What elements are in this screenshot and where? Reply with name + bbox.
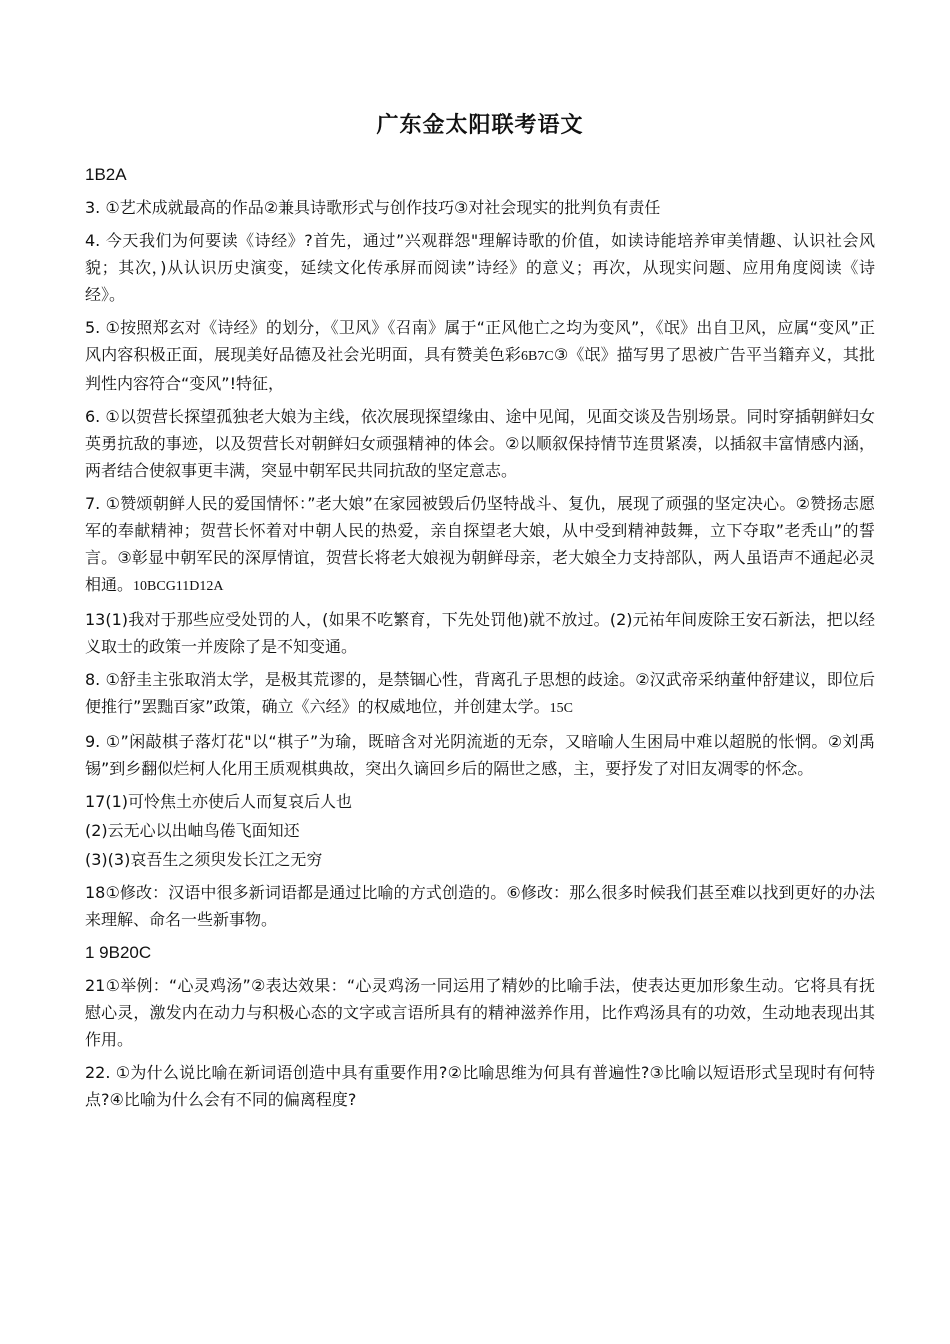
answer-line-1-2: 1B2A	[85, 165, 127, 184]
answer-line-13: 13(1)我对于那些应受处罚的人，(如果不吃繁育，下先处罚他)就不放过。(2)元祐年间废除王安石新法，把以经义取士的政策一并废除了是不知变通。	[85, 610, 875, 656]
answer-sheet	[85, 108, 875, 1119]
answer-15-code: 15C	[549, 701, 573, 716]
answer-line-17-1: 17(1)可怜焦土亦使后人而复哀后人也	[85, 792, 353, 811]
answer-8-text: 8. ①舒圭主张取消太学，是极其荒谬的，是禁锢心性，背离孔子思想的歧途。②汉武帝采纳董仲舒建议，即位后便推行”罢黜百家”政策，确立《六经》的权威地位，并创建太学。	[85, 670, 875, 716]
answer-line-4: 4. 今天我们为何要读《诗经》?首先，通过”兴观群怨"理解诗歌的价值，如读诗能培养审美情趣、认识社会风貌；其次，)从认识历史演变，延续文化传承屏而阅读”诗经》的意义；再次，从现实问题、应用角度阅读《诗经》。	[85, 231, 875, 304]
answer-line-22: 22. ①为什么说比喻在新词语创造中具有重要作用?②比喻思维为何具有普遍性?③比喻以短语形式呈现时有何特点?④比喻为什么会有不同的偏离程度?	[85, 1063, 875, 1109]
answer-line-7	[85, 490, 875, 600]
answer-line-19-20: 1 9B20C	[85, 943, 152, 962]
answer-line-8	[85, 666, 875, 722]
answer-7-text: 7. ①赞颂朝鲜人民的爱国情怀：”老大娘”在家园被毁后仍坚特战斗、复仇，展现了顽强的坚定决心。②赞扬志愿军的奉献精神；贺营长怀着对中朝人民的热爱，亲自探望老大娘，从中受到精神鼓舞，立下夺取”老秃山”的誓言。③彰显中朝军民的深厚情谊，贺营长将老大娘视为朝鲜母亲，老大娘全力支持部队，两人虽语声不通起必灵相通。	[85, 494, 875, 594]
answer-line-17-2: (2)云无心以出岫鸟倦飞面知还	[85, 821, 300, 840]
answer-line-5	[85, 314, 875, 397]
answer-line-6: 6. ①以贺营长探望孤独老大娘为主线，依次展现探望缘由、途中见闻，见面交谈及告别场景。同时穿插朝鲜妇女英勇抗敌的事迹，以及贺营长对朝鲜妇女顽强精神的体会。②以顺叙保持情节连贯紧凑，以插叙丰富情感内涵，两者结合使叙事更丰满，突显中朝军民共同抗敌的坚定意志。	[85, 407, 875, 480]
page-title: 广东金太阳联考语文	[376, 113, 584, 138]
answer-line-3: 3. ①艺术成就最高的作品②兼具诗歌形式与创作技巧③对社会现实的批判负有责任	[85, 198, 661, 217]
answer-line-9: 9. ①”闲敲棋子落灯花"以“棋子”为瑜，既暗含对光阴流逝的无奈，又暗喻人生困局中难以超脱的怅惘。②刘禹锡”到乡翻似烂柯人化用王质观棋典故，突出久谪回乡后的隔世之感，主，要抒发了对旧友凋零的怀念。	[85, 732, 875, 778]
answer-line-18: 18①修改：汉语中很多新词语都是通过比喻的方式创造的。⑥修改：那么很多时候我们甚至难以找到更好的办法来理解、命名一些新事物。	[85, 883, 875, 929]
answer-5-part-b: ③《氓》描写男了思被广告平当籍弃义，其批判性内容符合“变风”!特征，	[85, 345, 875, 393]
answer-10-12-code: 10BCG11D12A	[133, 579, 224, 594]
answer-line-17-3: (3)(3)哀吾生之须臾发长江之无穷	[85, 850, 323, 869]
answer-line-21: 21①举例：“心灵鸡汤”②表达效果：“心灵鸡汤一同运用了精妙的比喻手法，使表达更加形象生动。它将具有抚慰心灵，激发内在动力与积极心态的文字或言语所具有的精神滋养作用，比作鸡汤具有的功效，生动地表现出其作用。	[85, 976, 875, 1049]
answer-6-7-code: 6B7C	[521, 349, 554, 364]
answer-5-part-a: 5. ①按照郑玄对《诗经》的划分，《卫风》《召南》属于“正风他亡之均为变风”，《氓》出自卫风，应属“变风”正风内容积极正面，展现美好品德及社会光明面，具有赞美色彩	[85, 318, 875, 364]
